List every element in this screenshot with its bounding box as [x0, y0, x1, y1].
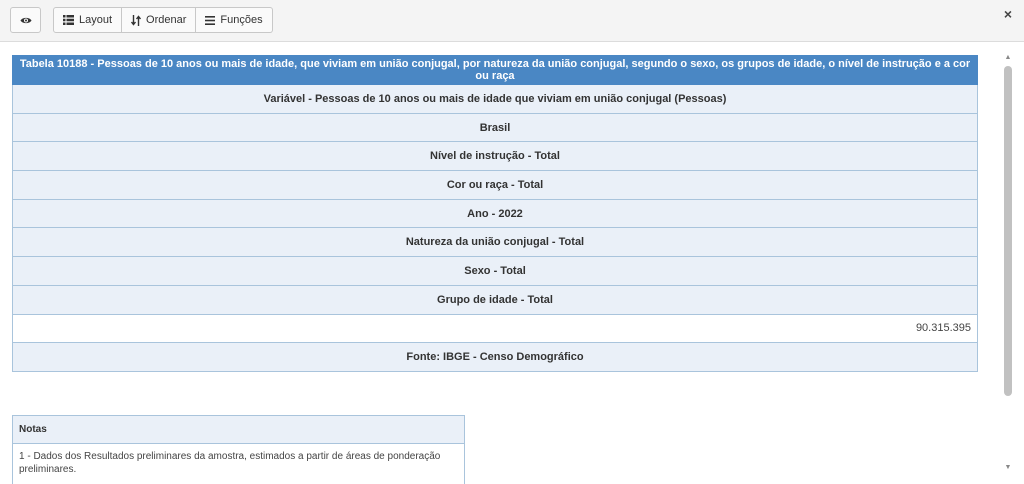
table-row-variavel: Variável - Pessoas de 10 anos ou mais de idade que viviam em união conjugal (Pessoas): [13, 85, 978, 114]
table-title: Tabela 10188 - Pessoas de 10 anos ou mais de idade, que viviam em união conjugal, por natureza da união conjugal, segundo o sexo, os grupos de idade, o nível de instrução e a cor ou raça: [13, 56, 978, 85]
data-table: [12, 55, 978, 372]
table-row-nivel-instrucao: Nível de instrução - Total: [13, 142, 978, 171]
scrollbar-thumb[interactable]: [1004, 66, 1012, 396]
table-row-territorio: Brasil: [13, 113, 978, 142]
table-row-ano: Ano - 2022: [13, 199, 978, 228]
scroll-up-icon[interactable]: ▲: [1004, 54, 1012, 61]
table-source: Fonte: IBGE - Censo Demográfico: [13, 343, 978, 372]
toolbar: [0, 0, 1024, 42]
sort-icon: [131, 15, 141, 26]
menu-icon: [205, 16, 215, 25]
scroll-down-icon[interactable]: ▼: [1004, 464, 1012, 471]
notes-heading: Notas: [13, 416, 464, 444]
table-row-natureza-uniao: Natureza da união conjugal - Total: [13, 228, 978, 257]
layout-button[interactable]: [53, 7, 122, 33]
table-row-grupo-idade: Grupo de idade - Total: [13, 285, 978, 314]
toggle-visibility-button[interactable]: [10, 7, 41, 33]
table-row-cor-raca: Cor ou raça - Total: [13, 171, 978, 200]
vertical-scrollbar[interactable]: [1004, 54, 1012, 472]
ordenar-button[interactable]: [122, 7, 196, 33]
layout-label: Layout: [79, 14, 113, 26]
eye-icon: [20, 16, 32, 25]
close-icon[interactable]: ×: [1003, 6, 1012, 22]
ordenar-label: Ordenar: [146, 14, 187, 26]
table-value-cell: 90.315.395: [13, 314, 978, 343]
notes-item: 1 - Dados dos Resultados preliminares da amostra, estimados a partir de áreas de ponderação preliminares.: [19, 451, 441, 475]
table-row-sexo: Sexo - Total: [13, 257, 978, 286]
view-button-group: [53, 7, 273, 33]
table-viewport: [0, 42, 1024, 484]
funcoes-label: Funções: [220, 14, 263, 26]
funcoes-button[interactable]: [196, 7, 272, 33]
list-icon: [63, 15, 74, 25]
notes-panel: [12, 415, 465, 484]
